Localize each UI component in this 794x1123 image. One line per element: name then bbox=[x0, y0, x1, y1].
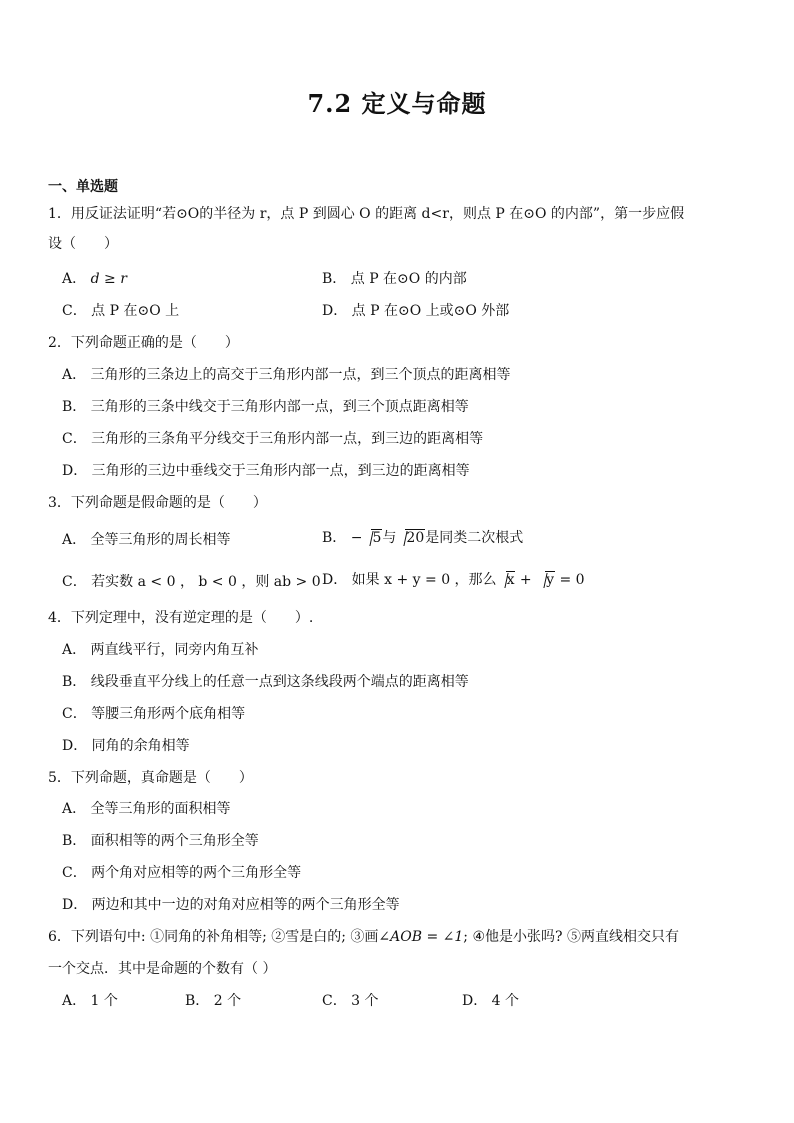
question-5-option-d: D． 两边和其中一边的对角对应相等的两个三角形全等 bbox=[62, 897, 400, 913]
question-1-stem-line1: 1．用反证法证明“若⊙O的半径为 r，点 P 到圆心 O 的距离 d<r，则点 P 在⊙O 的内部”，第一步应假 bbox=[48, 206, 685, 222]
question-4-option-a: A． 两直线平行，同旁内角互补 bbox=[62, 642, 259, 658]
question-6-stem-line2: 一个交点．其中是命题的个数有（ ） bbox=[48, 961, 277, 977]
question-4-option-c: C． 等腰三角形两个底角相等 bbox=[62, 706, 246, 722]
sqrt-symbol: 20 bbox=[396, 529, 425, 546]
sqrt-symbol: y bbox=[536, 571, 555, 588]
question-1 bbox=[48, 199, 758, 259]
question-6-option-d: D． 4 个 bbox=[462, 993, 520, 1009]
question-3-option-b: B． − 5与 20是同类二次根式 bbox=[322, 530, 524, 546]
question-1-option-a: A． d ≥ r bbox=[62, 271, 127, 287]
question-6-option-b: B． 2 个 bbox=[185, 993, 242, 1009]
question-1-stem-line2: 设（ ） bbox=[48, 236, 118, 252]
question-4-option-d: D． 同角的余角相等 bbox=[62, 738, 190, 754]
question-6-option-a: A． 1 个 bbox=[62, 993, 118, 1009]
question-3-option-d: D． 如果 x + y = 0 ，那么 x + y = 0 bbox=[322, 572, 585, 588]
question-2-option-c: C． 三角形的三条角平分线交于三角形内部一点，到三边的距离相等 bbox=[62, 431, 484, 447]
page-title: 7.2 定义与命题 bbox=[307, 89, 487, 118]
question-2-option-d: D． 三角形的三边中垂线交于三角形内部一点，到三边的距离相等 bbox=[62, 463, 470, 479]
question-2-option-a: A． 三角形的三条边上的高交于三角形内部一点，到三个顶点的距离相等 bbox=[62, 367, 511, 383]
question-3-option-c: C． 若实数 a < 0 ， b < 0 ，则 ab > 0 bbox=[62, 574, 321, 590]
question-6-stem-line1: 6．下列语句中: ①同角的补角相等; ②雪是白的; ③画∠AOB = ∠1; ④他是小张吗? ⑤两直线相交只有 bbox=[48, 929, 679, 945]
question-4-stem: 4．下列定理中，没有逆定理的是（ ）. bbox=[48, 610, 314, 626]
sqrt-symbol: 5 bbox=[362, 529, 382, 546]
question-5-option-c: C． 两个角对应相等的两个三角形全等 bbox=[62, 865, 302, 881]
question-6-option-c: C． 3 个 bbox=[322, 993, 379, 1009]
question-5-stem: 5．下列命题，真命题是（ ） bbox=[48, 770, 253, 786]
section-heading: 一、单选题 bbox=[48, 179, 118, 195]
question-4-option-b: B． 线段垂直平分线上的任意一点到这条线段两个端点的距离相等 bbox=[62, 674, 469, 690]
question-1-option-c: C． 点 P 在⊙O 上 bbox=[62, 303, 180, 319]
question-1-option-b: B． 点 P 在⊙O 的内部 bbox=[322, 271, 467, 287]
question-2-stem: 2．下列命题正确的是（ ） bbox=[48, 335, 239, 351]
sqrt-symbol: x bbox=[497, 571, 516, 588]
question-1-option-d: D． 点 P 在⊙O 上或⊙O 外部 bbox=[322, 303, 510, 319]
question-3-option-a: A． 全等三角形的周长相等 bbox=[62, 532, 231, 548]
question-2-option-b: B． 三角形的三条中线交于三角形内部一点，到三个顶点距离相等 bbox=[62, 399, 469, 415]
question-5-option-b: B． 面积相等的两个三角形全等 bbox=[62, 833, 259, 849]
question-5-option-a: A． 全等三角形的面积相等 bbox=[62, 801, 231, 817]
question-3-stem: 3．下列命题是假命题的是（ ） bbox=[48, 495, 267, 511]
